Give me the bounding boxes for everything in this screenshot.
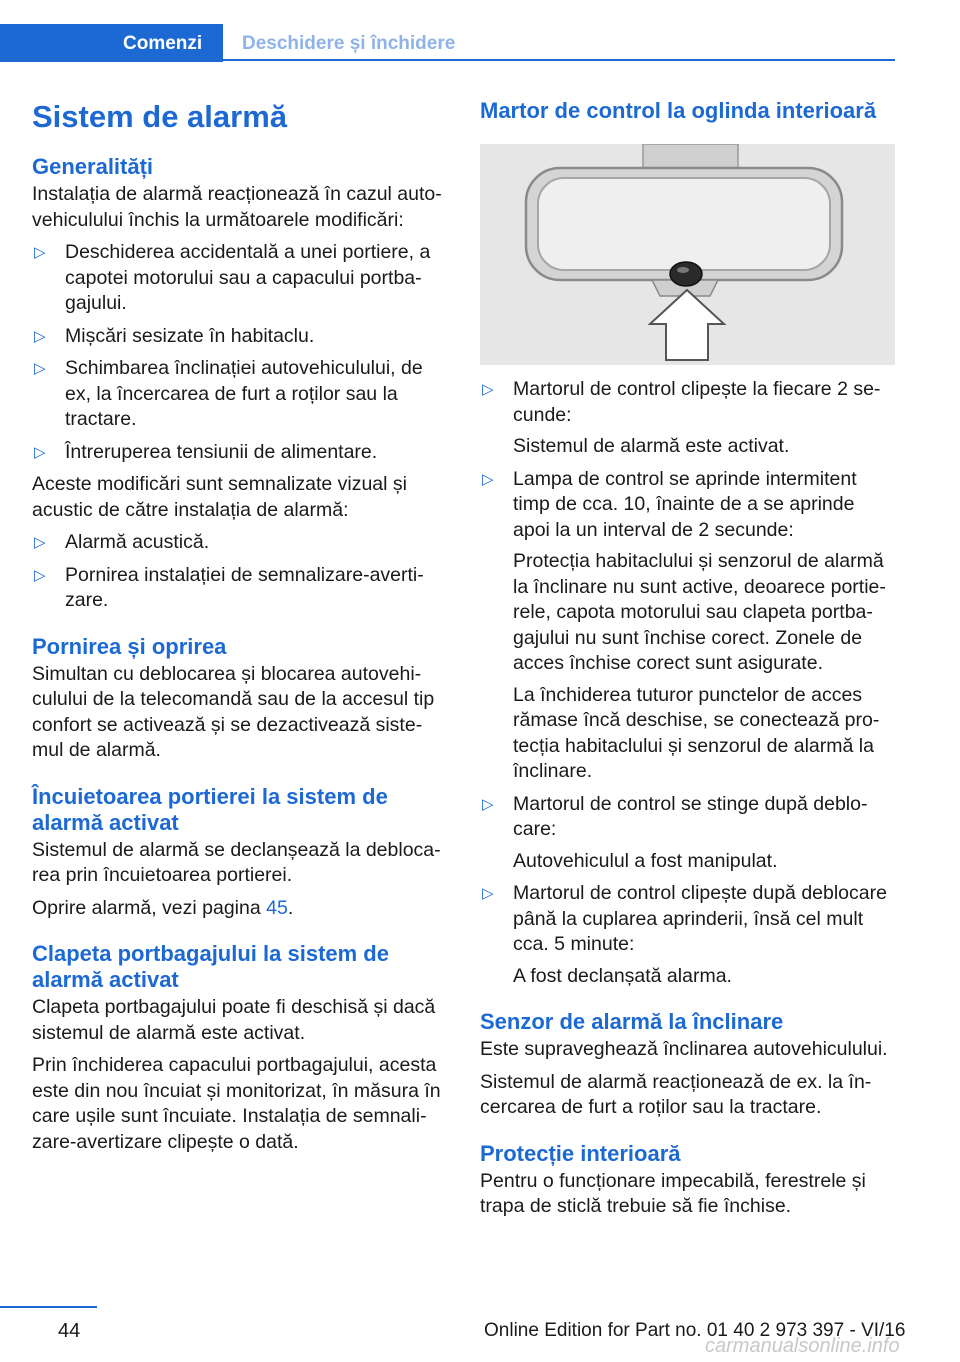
triangle-bullet-icon: ▷ — [34, 360, 46, 377]
triangle-bullet-icon: ▷ — [482, 795, 494, 813]
footer-rule — [0, 1306, 97, 1308]
chapter-tab-section[interactable]: Deschidere și închidere — [242, 33, 456, 54]
list-item: ▷ Martorul de control clipește după deblocare până la cuplarea aprinderii, însă cel mult cca. 5 minute: A fost declanșată alarma. — [480, 881, 895, 989]
left-column — [32, 98, 447, 1162]
triangle-bullet-icon: ▷ — [482, 381, 494, 398]
list-item: ▷ Martorul de control se stinge după deblocare: Autovehiculul a fost manipulat. — [480, 792, 895, 875]
list-item: ▷ Mișcări sesizate în habitaclu. — [32, 324, 447, 350]
page-title: Sistem de alarmă — [32, 99, 288, 134]
signal-intro: Aceste modificări sunt semnalizate vizual și acustic de către instalația de alarmă: — [32, 473, 407, 521]
triangle-bullet-icon: ▷ — [34, 327, 46, 345]
triangle-bullet-icon: ▷ — [34, 244, 46, 261]
general-intro: Instalația de alarmă reacționează în cazul autovehiculului închis la următoarele modificări: — [32, 183, 442, 231]
list-item: ▷ Deschiderea accidentală a unei portiere, a capotei motorului sau a capacului portbagajului. — [34, 241, 431, 314]
heading-mirror: Martor de control la oglinda interioară — [480, 98, 877, 123]
list-item: ▷ Martorul de control clipește la fiecare 2 secunde: Sistemul de alarmă este activat. — [480, 377, 895, 460]
on-off-text: Simultan cu deblocarea și blocarea autovehiculului de la telecomandă sau de la accesul tip confort se activează și se dezactivează sistemul de alarmă. — [32, 662, 435, 761]
trunk-text-1: Clapeta portbagajului poate fi deschisă și dacă sistemul de alarmă este activat. — [32, 996, 436, 1044]
chapter-tab-current[interactable]: Comenzi — [123, 33, 203, 54]
triangle-bullet-icon: ▷ — [34, 534, 46, 551]
list-subtext: Protecția habitaclului și senzorul de alarmă la înclinare nu sunt active, deoarece portierele, capota motorului sau clapeta portbagajului nu sunt închise corect. Zonele de acces închise corect sunt asigurate. — [513, 550, 886, 674]
list-subtext: A fost declanșată alarma. — [513, 964, 732, 987]
triangle-bullet-icon: ▷ — [34, 443, 46, 461]
rearview-mirror-drawing — [480, 144, 895, 365]
heading-tilt-sensor: Senzor de alarmă la înclinare — [480, 1009, 784, 1034]
triangle-bullet-icon: ▷ — [34, 566, 46, 584]
heading-door-lock: Încuietoarea portierei la sistem de alarmă activat — [32, 783, 388, 835]
page-number: 44 — [58, 1320, 81, 1342]
right-column — [480, 98, 895, 1227]
tilt-text-1: Este supraveghează înclinarea autovehiculului. — [480, 1038, 888, 1060]
list-item: ▷ Lampa de control se aprinde intermitent timp de cca. 10, înainte de a se aprinde apoi la un interval de 2 secunde: Protecția habitaclului și senzorul de alarmă la înclinare nu sunt active, deoarece portierele, capota motorului sau clapeta portbagajului nu sunt închise corect. Zonele de acces închise corect sunt asigurate. La închiderea tuturor punctelor de acces rămase încă deschise, se conectează protecția habitaclului și senzorul de alarmă la înclinare. — [480, 467, 895, 785]
edition-info: Online Edition for Part no. 01 40 2 973 397 - VI/16 — [484, 1320, 906, 1341]
indicator-list — [480, 377, 895, 989]
list-subtext: Autovehiculul a fost manipulat. — [513, 849, 778, 872]
tilt-text-2: Sistemul de alarmă reacționează de ex. la încercarea de furt a roților sau la tractare. — [480, 1070, 872, 1118]
triangle-bullet-icon: ▷ — [482, 470, 494, 488]
triangle-bullet-icon: ▷ — [482, 885, 494, 902]
signal-list — [32, 530, 447, 614]
interior-text: Pentru o funcționare impecabilă, ferestrele și trapa de sticlă trebuie să fie închise. — [480, 1169, 866, 1217]
heading-trunk: Clapeta portbagajului la sistem de alarmă activat — [32, 941, 389, 992]
page-link[interactable]: 45 — [266, 896, 288, 919]
trunk-text-2: Prin închiderea capacului portbagajului, acesta este din nou încuiat și monitorizat, în măsura în care ușile sunt încuiate. Instalația de semnalizare-avertizare clipește o dată. — [32, 1054, 441, 1153]
list-subtext: La închiderea tuturor punctelor de acces rămase încă deschise, se conectează protecția habitaclului și senzorul de alarmă la înclinare. — [513, 683, 880, 782]
mirror-illustration — [480, 144, 895, 365]
heading-on-off: Pornirea și oprirea — [32, 633, 227, 659]
list-item: ▷ Schimbarea înclinației autovehiculului, de ex, la încercarea de furt a roților sau la tractare. — [34, 357, 423, 430]
list-item: ▷ Pornirea instalației de semnalizare-avertizare. — [34, 563, 424, 611]
list-item: ▷ Alarmă acustică. — [32, 530, 447, 556]
heading-interior-protection: Protecție interioară — [480, 1140, 681, 1166]
list-item: ▷ Întreruperea tensiunii de alimentare. — [32, 440, 447, 466]
door-lock-reference: Oprire alarmă, vezi pagina 45. — [32, 896, 294, 919]
watermark: carmanualsonline.info — [705, 1335, 900, 1357]
list-subtext: Sistemul de alarmă este activat. — [513, 435, 790, 457]
chapter-header — [0, 24, 895, 62]
modification-list — [32, 240, 447, 465]
header-rule — [223, 59, 895, 61]
door-lock-text: Sistemul de alarmă se declanșează la deblocarea prin încuietoarea portierei. — [32, 838, 441, 886]
heading-general: Generalități — [32, 154, 154, 179]
